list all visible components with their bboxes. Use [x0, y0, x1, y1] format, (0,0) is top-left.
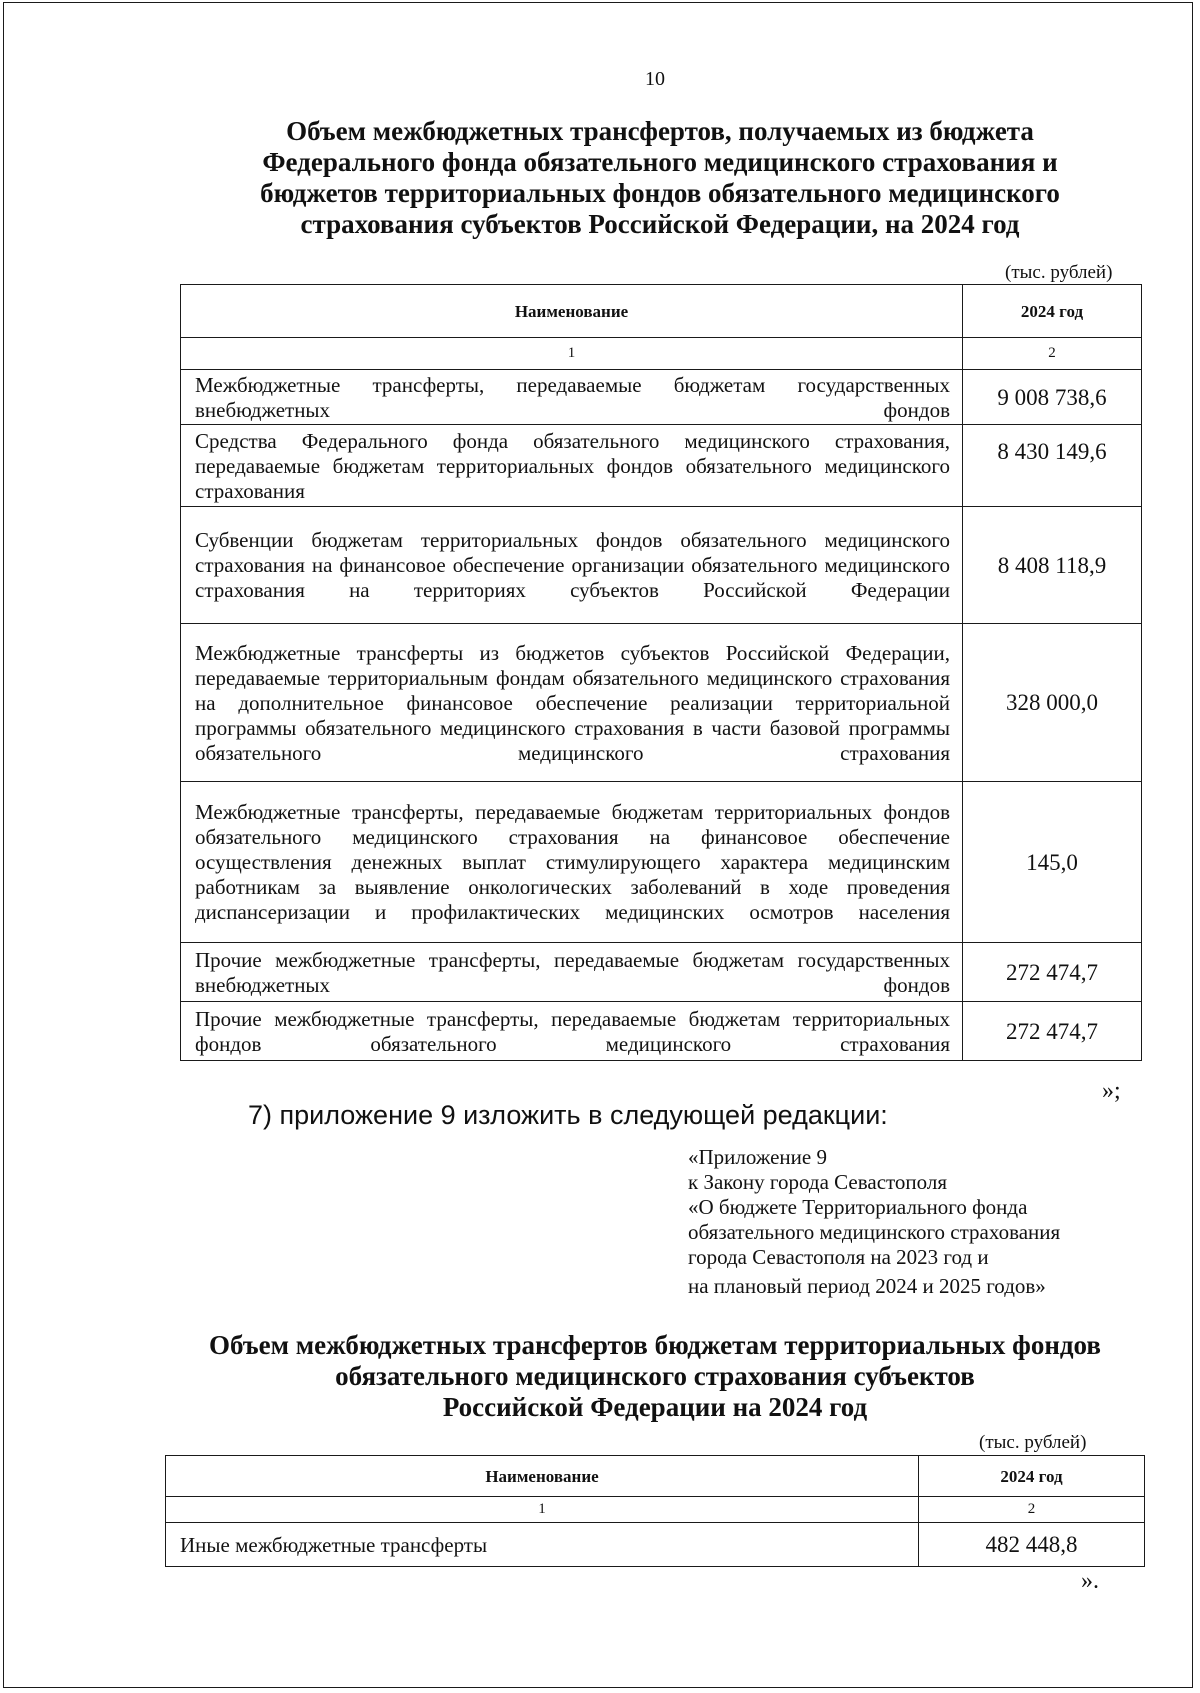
column-number-row — [181, 338, 1142, 370]
section2-units: (тыс. рублей) — [979, 1432, 1087, 1453]
title-line: Объем межбюджетных трансфертов бюджетам территориальных фондов — [209, 1330, 1101, 1360]
row-name: Прочие межбюджетные трансферты, передаваемые бюджетам территориальных фондов обязательного медицинского страхования — [181, 1002, 963, 1061]
appendix-line: к Закону города Севастополя — [688, 1170, 948, 1194]
title-line: страхования субъектов Российской Федерации, на 2024 год — [300, 209, 1020, 239]
page-number: 10 — [645, 68, 665, 90]
row-name: Иные межбюджетные трансферты — [166, 1523, 919, 1567]
row-name: Межбюджетные трансферты, передаваемые бюджетам государственных внебюджетных фондов — [181, 370, 963, 425]
section2-title — [150, 1330, 1160, 1423]
header-year: 2024 год — [919, 1456, 1145, 1497]
table-row — [181, 943, 1142, 1002]
closing-quote: ». — [1081, 1568, 1099, 1594]
appendix-line: города Севастополя на 2023 год и — [688, 1245, 989, 1269]
table-row — [181, 782, 1142, 943]
row-name: Средства Федерального фонда обязательного медицинского страхования, передаваемые бюджетам территориальных фондов обязательного медицинского страхования — [181, 425, 963, 507]
row-value: 9 008 738,6 — [963, 370, 1142, 425]
column-number: 2 — [919, 1497, 1145, 1523]
column-number: 1 — [166, 1497, 919, 1523]
appendix-line: обязательного медицинского страхования — [688, 1220, 1061, 1244]
amendment-instruction: 7) приложение 9 изложить в следующей редакции: — [248, 1100, 888, 1130]
table-row — [181, 507, 1142, 624]
appendix-line: на плановый период 2024 и 2025 годов» — [688, 1274, 1046, 1298]
table-row — [181, 425, 1142, 507]
section1-table — [180, 284, 1142, 1061]
row-value: 272 474,7 — [963, 943, 1142, 1002]
table-header-row — [166, 1456, 1145, 1497]
header-name: Наименование — [181, 285, 963, 338]
row-name: Межбюджетные трансферты из бюджетов субъектов Российской Федерации, передаваемые территориальным фондам обязательного медицинского страхования на дополнительное финансовое обеспечение реализации территориальной программы обязательного медицинского страхования в части базовой программы обязательного медицинского страхования — [181, 624, 963, 782]
title-line: обязательного медицинского страхования субъектов — [335, 1361, 975, 1391]
row-value: 8 408 118,9 — [963, 507, 1142, 624]
table-header-row — [181, 285, 1142, 338]
row-value: 328 000,0 — [963, 624, 1142, 782]
closing-quote: »; — [1102, 1078, 1121, 1104]
header-name: Наименование — [166, 1456, 919, 1497]
appendix-line: «Приложение 9 — [688, 1145, 827, 1169]
row-name: Прочие межбюджетные трансферты, передаваемые бюджетам государственных внебюджетных фондов — [181, 943, 963, 1002]
table-row — [166, 1523, 1145, 1567]
column-number-row — [166, 1497, 1145, 1523]
table-row — [181, 624, 1142, 782]
section1-title — [180, 116, 1140, 240]
header-year: 2024 год — [963, 285, 1142, 338]
row-value: 482 448,8 — [919, 1523, 1145, 1567]
table-row — [181, 1002, 1142, 1061]
appendix-line: «О бюджете Территориального фонда — [688, 1195, 1028, 1219]
row-name: Субвенции бюджетам территориальных фондов обязательного медицинского страхования на финансовое обеспечение организации обязательного медицинского страхования на территориях субъектов Российской Федерации — [181, 507, 963, 624]
row-value: 8 430 149,6 — [963, 425, 1142, 507]
title-line: Объем межбюджетных трансфертов, получаемых из бюджета — [286, 116, 1034, 146]
row-value: 272 474,7 — [963, 1002, 1142, 1061]
title-line: Российской Федерации на 2024 год — [442, 1392, 868, 1422]
section2-table — [165, 1455, 1145, 1567]
column-number: 2 — [963, 338, 1142, 370]
table-row — [181, 370, 1142, 425]
title-line: Федерального фонда обязательного медицинского страхования и — [262, 147, 1058, 177]
title-line: бюджетов территориальных фондов обязательного медицинского — [260, 178, 1060, 208]
appendix-reference — [688, 1145, 1060, 1299]
row-name: Межбюджетные трансферты, передаваемые бюджетам территориальных фондов обязательного медицинского страхования на финансовое обеспечение осуществления денежных выплат стимулирующего характера медицинским работникам за выявление онкологических заболеваний в ходе проведения диспансеризации и профилактических медицинских осмотров населения — [181, 782, 963, 943]
column-number: 1 — [181, 338, 963, 370]
section1-units: (тыс. рублей) — [1005, 262, 1113, 283]
row-value: 145,0 — [963, 782, 1142, 943]
